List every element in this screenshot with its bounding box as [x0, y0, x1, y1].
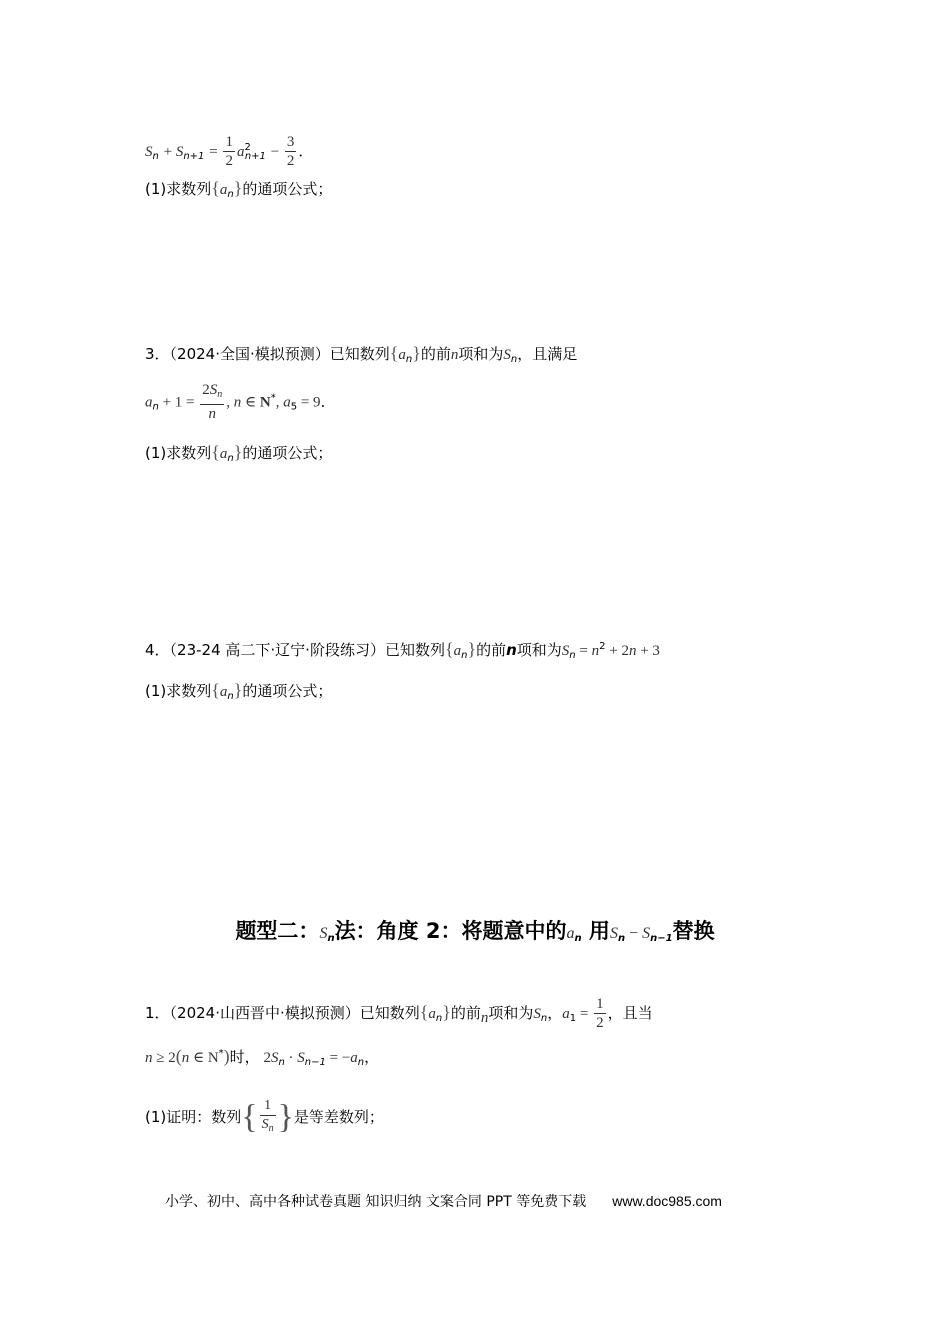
p2-part1: (1)求数列$\{a_n\}$的通项公式； — [145, 178, 333, 200]
p2-equation: $S_n + S_{n+1}$ = $\frac{1}{2}$ $a^2_{n+1}$ − $\frac{3}{2}$ ． — [145, 134, 314, 169]
p4-source: （23-24 高二下·辽宁·阶段练习）已知数列 — [169, 641, 445, 659]
p4-number: 4． — [145, 641, 170, 659]
q1-number: 1． — [145, 1004, 170, 1022]
q1-condition: n ≥ 2(n ∈ N*)时， $2S_n \cdot S_{n-1} = -a_n$， — [145, 1046, 380, 1068]
p3-source: （2024·全国·模拟预测）已知数列 — [169, 345, 390, 363]
p4-part1: (1)求数列$\{a_n\}$的通项公式； — [145, 680, 333, 702]
p3-part1: (1)求数列$\{a_n\}$的通项公式； — [145, 442, 333, 464]
q1-source: （2024·山西晋中·模拟预测）已知数列 — [169, 1004, 420, 1022]
q1-part1: (1)证明：数列{ $\frac{1}{S_n}$ }是等差数列； — [145, 1098, 384, 1136]
p2-eq-tail: ． — [298, 142, 314, 160]
section-heading: 题型二：$S_n$法：角度 2：将题意中的$a_n$ 用$S_n - S_{n-1}$替换 — [235, 919, 715, 944]
p4-statement: 4．（23-24 高二下·辽宁·阶段练习）已知数列$\{a_n\}$的前n项和为$S_n = n^2 + 2n + 3$ — [145, 639, 660, 661]
q1-statement: 1．（2024·山西晋中·模拟预测）已知数列$\{a_n\}$的前n项和为$S_n$，$a_1$ = $\frac{1}{2}$ ，且当 — [145, 996, 653, 1031]
footer-url[interactable]: www.doc985.com — [612, 1193, 722, 1209]
p3-equation: $a_n + 1$ = $\frac{2S_n}{n}$ , n ∈ N*, $a_5 = 9$． — [145, 382, 336, 422]
footer-text: 小学、初中、高中各种试卷真题 知识归纳 文案合同 PPT 等免费下载 — [165, 1194, 587, 1210]
footer — [165, 1191, 722, 1212]
p3-statement: 3．（2024·全国·模拟预测）已知数列$\{a_n\}$的前n项和为$S_n$，且满足 — [145, 343, 578, 365]
p3-number: 3． — [145, 345, 170, 363]
